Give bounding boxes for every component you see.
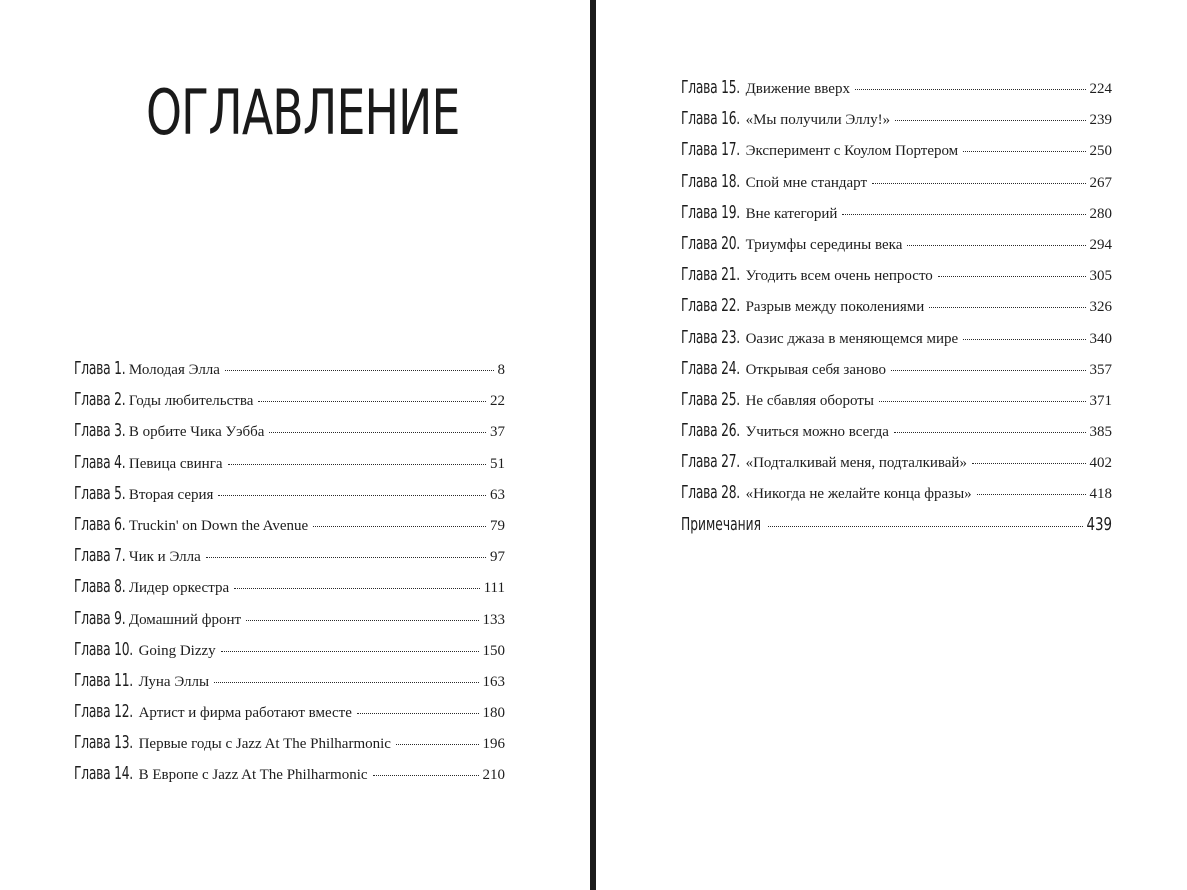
toc-entry[interactable]	[74, 733, 505, 764]
dot-leader	[929, 307, 1085, 308]
chapter-label: Глава 21.	[681, 265, 740, 286]
chapter-title: Первые годы с Jazz At The Philharmonic	[138, 736, 391, 753]
chapter-title: Разрыв между поколениями	[745, 299, 925, 316]
chapter-title: Вторая серия	[128, 486, 214, 503]
dot-leader	[972, 463, 1086, 464]
page-number: 294	[1089, 236, 1112, 253]
toc-entry[interactable]	[681, 140, 1112, 171]
chapter-title: Лидер оркестра	[128, 580, 230, 597]
page-number: 340	[1089, 330, 1112, 347]
chapter-label: Глава 15.	[681, 78, 740, 98]
toc-entry[interactable]	[681, 109, 1112, 140]
toc-list-left	[74, 359, 505, 796]
page-number: 97	[490, 549, 505, 566]
page-number: 305	[1089, 268, 1112, 285]
dot-leader	[206, 557, 486, 558]
dot-leader	[855, 89, 1086, 90]
dot-leader	[234, 588, 480, 589]
dot-leader	[313, 526, 486, 527]
toc-entry[interactable]	[681, 203, 1112, 234]
toc-entry[interactable]	[681, 390, 1112, 421]
toc-entry[interactable]	[681, 296, 1112, 327]
toc-entry[interactable]	[74, 390, 505, 421]
page-number: 133	[482, 611, 505, 628]
chapter-label: Глава 5.	[74, 483, 126, 504]
page-number: 79	[490, 517, 505, 534]
toc-list-right	[681, 78, 1112, 546]
toc-entry[interactable]	[74, 484, 505, 515]
chapter-title: В Европе с Jazz At The Philharmonic	[138, 767, 368, 784]
page-title: ОГЛАВЛЕНИЕ	[146, 76, 460, 149]
chapter-title: «Мы получили Эллу!»	[745, 112, 891, 129]
page-number: 196	[482, 736, 505, 753]
chapter-title: «Никогда не желайте конца фразы»	[745, 486, 972, 503]
chapter-title: Эксперимент с Коулом Портером	[745, 143, 959, 160]
dot-leader	[907, 245, 1085, 246]
page-number: 8	[497, 362, 505, 378]
dot-leader	[258, 401, 486, 402]
page-number: 22	[490, 393, 505, 410]
chapter-label: Глава 13.	[74, 733, 133, 754]
chapter-title: «Подталкивай меня, подталкивай»	[745, 455, 967, 472]
dot-leader	[894, 432, 1086, 433]
dot-leader	[977, 494, 1086, 495]
page-number: 267	[1089, 174, 1112, 191]
chapter-label: Глава 22.	[681, 296, 740, 317]
left-page	[0, 0, 590, 890]
chapter-label: Глава 20.	[681, 233, 740, 254]
dot-leader	[963, 339, 1085, 340]
chapter-label: Глава 26.	[681, 421, 740, 442]
chapter-title: Артист и фирма работают вместе	[138, 705, 352, 722]
chapter-title: Годы любительства	[128, 393, 254, 410]
page-number: 150	[482, 642, 505, 659]
page-number: 37	[490, 424, 505, 441]
chapter-label: Глава 1.	[74, 359, 126, 379]
toc-entry[interactable]	[74, 609, 505, 640]
dot-leader	[269, 432, 486, 433]
toc-entry[interactable]	[74, 671, 505, 702]
page-number: 385	[1089, 424, 1112, 441]
dot-leader	[221, 651, 479, 652]
chapter-label: Глава 9.	[74, 608, 126, 629]
dot-leader	[357, 713, 479, 714]
dot-leader	[396, 744, 479, 745]
chapter-label: Глава 28.	[681, 483, 740, 504]
chapter-label: Глава 18.	[681, 171, 740, 192]
toc-entry[interactable]	[74, 577, 505, 608]
chapter-title: Не сбавляя обороты	[745, 392, 874, 409]
toc-entry[interactable]	[74, 764, 505, 795]
dot-leader	[842, 214, 1085, 215]
toc-entry[interactable]	[681, 452, 1112, 483]
dot-leader	[963, 151, 1085, 152]
dot-leader	[373, 775, 479, 776]
toc-entry[interactable]	[74, 515, 505, 546]
dot-leader	[938, 276, 1086, 277]
dot-leader	[872, 183, 1085, 184]
chapter-label: Глава 27.	[681, 452, 740, 473]
dot-leader	[768, 526, 1083, 527]
chapter-title: Учиться можно всегда	[745, 424, 889, 441]
toc-entry[interactable]	[681, 78, 1112, 109]
page-number: 111	[483, 580, 505, 597]
chapter-label: Глава 4.	[74, 452, 126, 473]
chapter-title: Движение вверх	[745, 81, 850, 97]
page-number: 326	[1089, 299, 1112, 316]
toc-entry[interactable]	[74, 546, 505, 577]
notes-label: Примечания	[681, 514, 762, 535]
dot-leader	[895, 120, 1085, 121]
dot-leader	[246, 620, 478, 621]
toc-entry[interactable]	[681, 359, 1112, 390]
page-number: 224	[1089, 81, 1112, 97]
chapter-label: Глава 14.	[74, 764, 133, 785]
chapter-label: Глава 24.	[681, 358, 740, 379]
toc-entry[interactable]	[681, 421, 1112, 452]
chapter-title: Спой мне стандарт	[745, 174, 868, 191]
dot-leader	[214, 682, 478, 683]
page-number: 51	[490, 455, 505, 472]
page-number: 357	[1089, 361, 1112, 378]
chapter-label: Глава 16.	[681, 109, 740, 130]
page-number: 210	[482, 767, 505, 784]
chapter-label: Глава 7.	[74, 546, 126, 567]
chapter-title: Певица свинга	[128, 455, 223, 472]
chapter-title: Чик и Элла	[128, 549, 201, 566]
page-number: 371	[1089, 392, 1112, 409]
chapter-label: Глава 10.	[74, 639, 133, 660]
page-number: 418	[1089, 486, 1112, 503]
page-number: 439	[1086, 514, 1112, 535]
chapter-label: Глава 6.	[74, 514, 126, 535]
page-number: 239	[1089, 112, 1112, 129]
chapter-label: Глава 17.	[681, 140, 740, 161]
dot-leader	[225, 370, 494, 371]
chapter-title: Домашний фронт	[128, 611, 242, 628]
chapter-title: Угодить всем очень непросто	[745, 268, 933, 285]
toc-entry-notes[interactable]	[681, 515, 1112, 546]
chapter-label: Глава 8.	[74, 577, 126, 598]
chapter-title: В орбите Чика Уэбба	[128, 424, 265, 441]
toc-entry[interactable]	[74, 359, 505, 390]
chapter-title: Луна Эллы	[138, 673, 210, 690]
chapter-label: Глава 12.	[74, 702, 133, 723]
chapter-title: Оазис джаза в меняющемся мире	[745, 330, 959, 347]
toc-entry[interactable]	[74, 453, 505, 484]
dot-leader	[228, 464, 487, 465]
toc-entry[interactable]	[681, 265, 1112, 296]
chapter-title: Вне категорий	[745, 205, 838, 222]
dot-leader	[218, 495, 486, 496]
toc-entry[interactable]	[74, 640, 505, 671]
chapter-title: Going Dizzy	[138, 642, 216, 659]
chapter-label: Глава 3.	[74, 421, 126, 442]
toc-entry[interactable]	[681, 328, 1112, 359]
dot-leader	[879, 401, 1086, 402]
toc-entry[interactable]	[74, 421, 505, 452]
toc-entry[interactable]	[681, 483, 1112, 514]
page-number: 280	[1089, 205, 1112, 222]
toc-entry[interactable]	[681, 172, 1112, 203]
chapter-label: Глава 25.	[681, 389, 740, 410]
chapter-label: Глава 2.	[74, 390, 126, 411]
page-number: 63	[490, 486, 505, 503]
page-number: 250	[1089, 143, 1112, 160]
toc-entry[interactable]	[74, 702, 505, 733]
chapter-label: Глава 11.	[74, 670, 133, 691]
dot-leader	[891, 370, 1085, 371]
chapter-title: Truckin' on Down the Avenue	[128, 517, 309, 534]
chapter-label: Глава 19.	[681, 202, 740, 223]
toc-entry[interactable]	[681, 234, 1112, 265]
page-number: 163	[482, 673, 505, 690]
page-number: 402	[1089, 455, 1112, 472]
chapter-label: Глава 23.	[681, 327, 740, 348]
page-number: 180	[482, 705, 505, 722]
chapter-title: Триумфы середины века	[745, 236, 903, 253]
chapter-title: Открывая себя заново	[745, 361, 887, 378]
chapter-title: Молодая Элла	[128, 362, 220, 378]
